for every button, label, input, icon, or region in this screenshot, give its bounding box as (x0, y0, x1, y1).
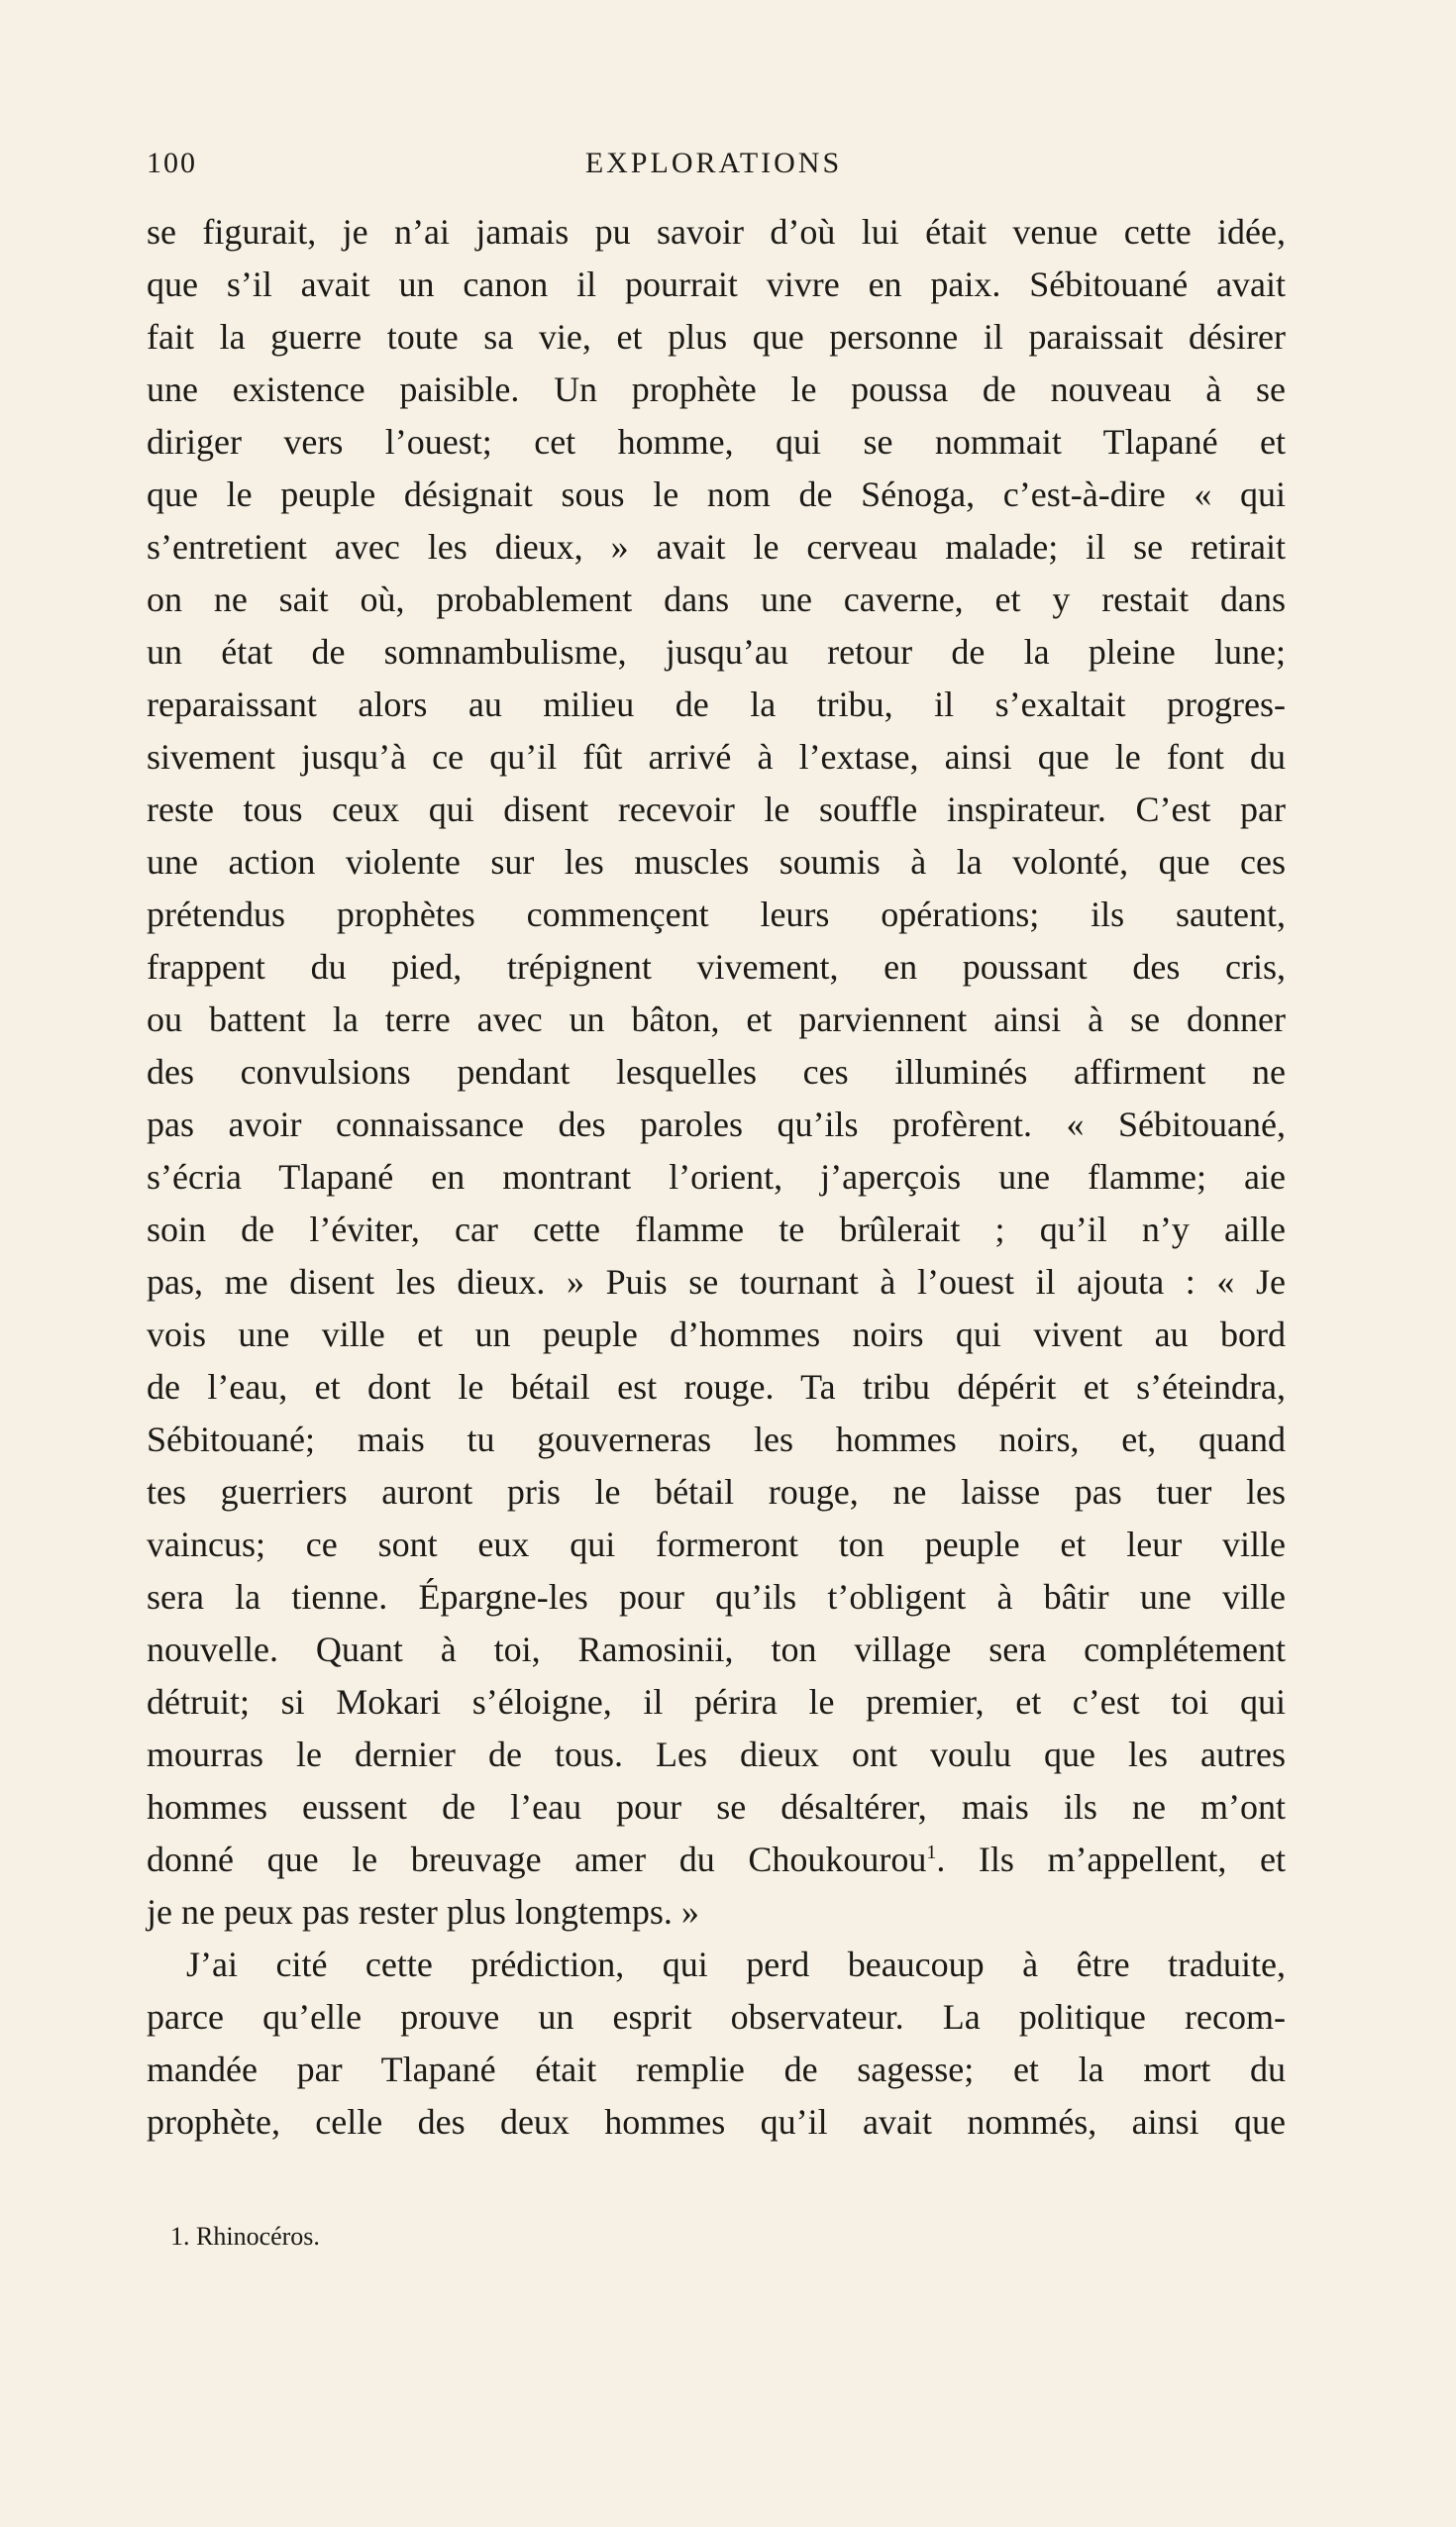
text-line: nouvelle. Quant à toi, Ramosinii, ton village sera complétement (147, 1630, 1286, 1669)
text-line: diriger vers l’ouest; cet homme, qui se nommait Tlapané et (147, 422, 1286, 462)
text-line: fait la guerre toute sa vie, et plus que personne il paraissait désirer (147, 317, 1286, 357)
running-title: EXPLORATIONS (584, 147, 843, 179)
text-line: détruit; si Mokari s’éloigne, il périra le premier, et c’est toi qui (147, 1682, 1286, 1722)
text-line: s’écria Tlapané en montrant l’orient, j’aperçois une flamme; aie (147, 1157, 1286, 1197)
text-line: hommes eussent de l’eau pour se désaltérer, mais ils ne m’ont (147, 1787, 1286, 1827)
text-line: se figurait, je n’ai jamais pu savoir d’où lui était venue cette idée, (147, 212, 1286, 252)
text-line: pas avoir connaissance des paroles qu’ils profèrent. « Sébitouané, (147, 1105, 1286, 1144)
text-line: un état de somnambulisme, jusqu’au retour de la pleine lune; (147, 632, 1286, 672)
text-line: vaincus; ce sont eux qui formeront ton peuple et leur ville (147, 1525, 1286, 1564)
text-line: que le peuple désignait sous le nom de Sénoga, c’est-à-dire « qui (147, 474, 1286, 514)
text-line-with-footnote-ref (147, 1834, 1286, 1886)
running-head (147, 147, 1281, 190)
text-line: reste tous ceux qui disent recevoir le souffle inspirateur. C’est par (147, 790, 1286, 829)
text-line: de l’eau, et dont le bétail est rouge. Ta tribu dépérit et s’éteindra, (147, 1367, 1286, 1407)
text-line: tes guerriers auront pris le bétail rouge, ne laisse pas tuer les (147, 1472, 1286, 1512)
text-line: prétendus prophètes commençent leurs opérations; ils sautent, (147, 895, 1286, 934)
body-text (147, 206, 1286, 2149)
footnote (170, 2219, 1260, 2255)
text-line: je ne peux pas rester plus longtemps. » (147, 1892, 699, 1932)
text-line: prophète, celle des deux hommes qu’il avait nommés, ainsi que (147, 2102, 1286, 2142)
text-segment: . Ils m’appellent, et (936, 1840, 1286, 1879)
text-line: s’entretient avec les dieux, » avait le cerveau malade; il se retirait (147, 527, 1286, 567)
text-segment: donné que le breuvage amer du Choukourou (147, 1840, 927, 1879)
text-line: mourras le dernier de tous. Les dieux ont voulu que les autres (147, 1735, 1286, 1774)
text-line: pas, me disent les dieux. » Puis se tournant à l’ouest il ajouta : « Je (147, 1262, 1286, 1302)
text-line: frappent du pied, trépignent vivement, en poussant des cris, (147, 947, 1286, 987)
text-line: vois une ville et un peuple d’hommes noirs qui vivent au bord (147, 1315, 1286, 1354)
text-line: Sébitouané; mais tu gouverneras les hommes noirs, et, quand (147, 1420, 1286, 1459)
text-line: une action violente sur les muscles soumis à la volonté, que ces (147, 842, 1286, 882)
text-line: mandée par Tlapané était remplie de sagesse; et la mort du (147, 2050, 1286, 2089)
footnote-ref: 1 (926, 1842, 937, 1863)
text-line: parce qu’elle prouve un esprit observateur. La politique recom- (147, 1997, 1286, 2037)
text-line: une existence paisible. Un prophète le poussa de nouveau à se (147, 369, 1286, 409)
text-line: on ne sait où, probablement dans une caverne, et y restait dans (147, 579, 1286, 619)
text-line: sera la tienne. Épargne-les pour qu’ils t’obligent à bâtir une ville (147, 1577, 1286, 1617)
text-line: sivement jusqu’à ce qu’il fût arrivé à l’extase, ainsi que le font du (147, 737, 1286, 777)
footnote-text: Rhinocéros. (196, 2222, 320, 2251)
text-line: que s’il avait un canon il pourrait vivre en paix. Sébitouané avait (147, 264, 1286, 304)
text-line: des convulsions pendant lesquelles ces illuminés affirment ne (147, 1052, 1286, 1092)
text-line: J’ai cité cette prédiction, qui perd beaucoup à être traduite, (186, 1945, 1286, 1984)
footnote-marker: 1. (170, 2222, 190, 2251)
text-line: soin de l’éviter, car cette flamme te brûlerait ; qu’il n’y aille (147, 1210, 1286, 1249)
text-line: reparaissant alors au milieu de la tribu, il s’exaltait progres- (147, 684, 1286, 724)
text-line: ou battent la terre avec un bâton, et parviennent ainsi à se donner (147, 1000, 1286, 1039)
page-number: 100 (147, 147, 197, 179)
